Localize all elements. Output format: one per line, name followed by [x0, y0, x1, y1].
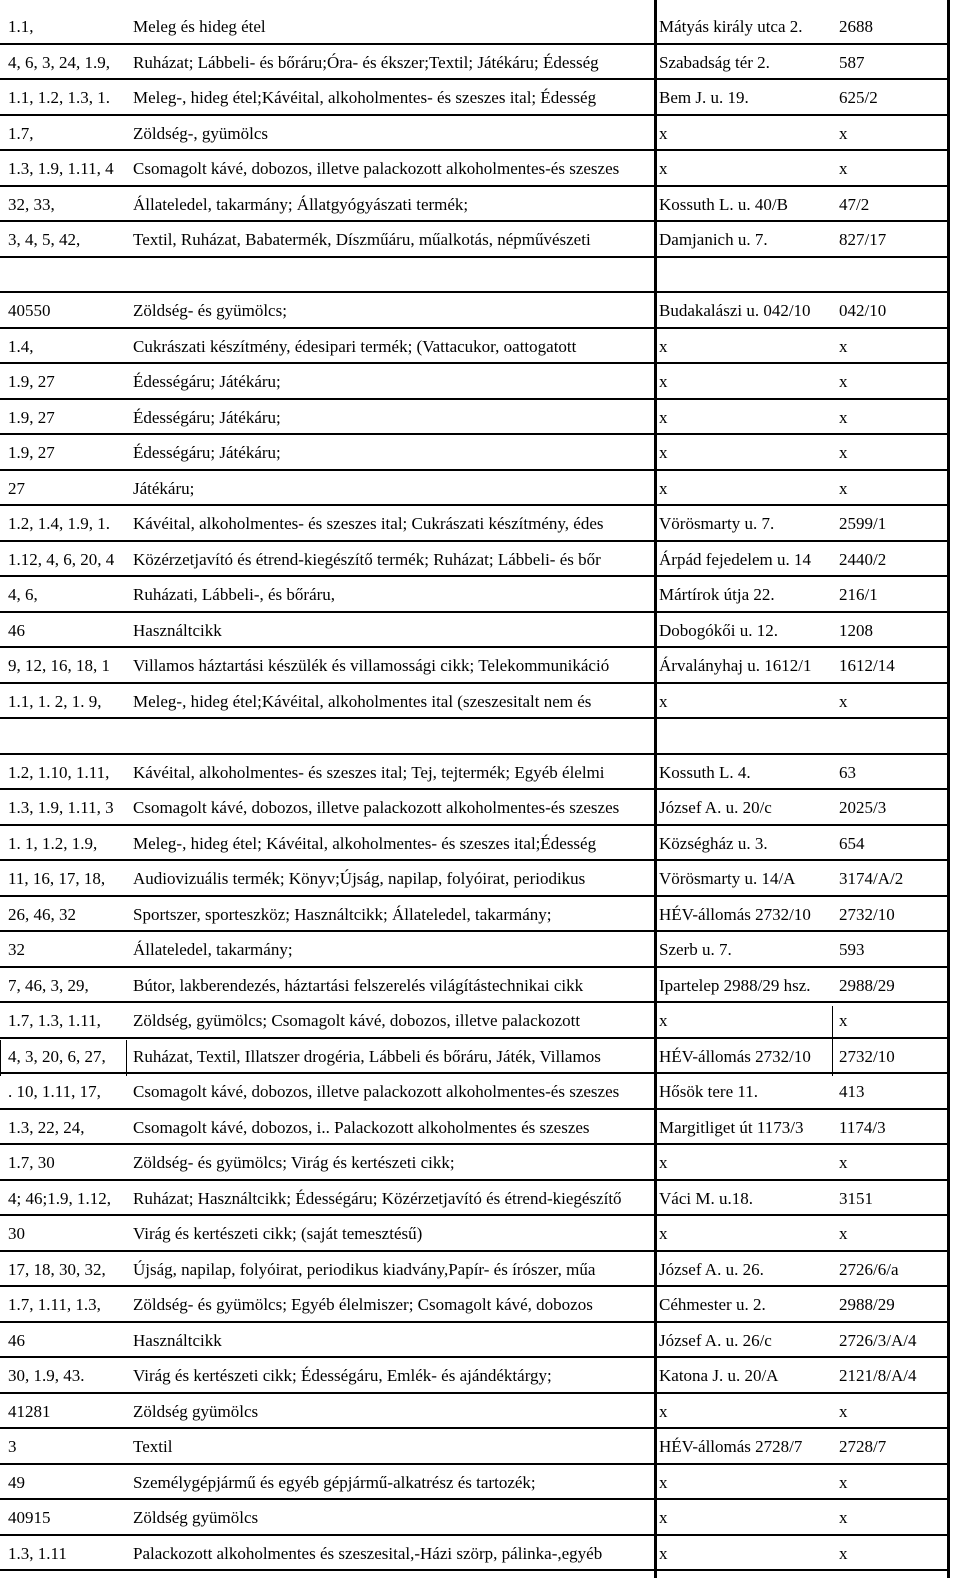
address-cell[interactable]: Vörösmarty u. 14/A	[659, 869, 796, 888]
codes-cell[interactable]: 4, 6, 3, 24, 1.9,	[8, 52, 110, 72]
table-row	[0, 1499, 950, 1535]
address-cell[interactable]: Árpád fejedelem u. 14	[659, 549, 811, 569]
products-cell[interactable]: Villamos háztartási készülék és villamossági cikk; Telekommunikáció	[133, 656, 610, 675]
codes-cell[interactable]: 1.7,	[8, 123, 34, 143]
lot-cell[interactable]: 3151	[839, 1188, 873, 1208]
codes-cell[interactable]: 1.7, 1.11, 1.3,	[8, 1295, 101, 1314]
table-row	[0, 541, 950, 577]
products-cell[interactable]	[125, 718, 655, 754]
products-cell[interactable]: Kávéital, alkoholmentes- és szeszes ital; Cukrászati készítmény, édes	[133, 514, 604, 533]
table-row	[0, 505, 950, 541]
codes-cell[interactable]	[0, 718, 125, 754]
lot-cell[interactable]: 2732/10	[839, 1046, 895, 1066]
lot-cell[interactable]: x	[839, 1153, 848, 1172]
codes-cell[interactable]: 46	[8, 620, 25, 640]
table-row	[0, 1002, 950, 1038]
lot-cell[interactable]: 3174/A/2	[839, 869, 904, 888]
lot-cell[interactable]: 413	[839, 1082, 865, 1101]
address-cell[interactable]: x	[659, 443, 668, 462]
products-cell[interactable]: Csomagolt kávé, dobozos, illetve palackozott alkoholmentes-és szeszes	[133, 798, 620, 817]
lot-cell[interactable]: x	[839, 443, 848, 462]
address-cell[interactable]: József A. u. 20/c	[659, 798, 772, 817]
address-cell[interactable]: x	[659, 407, 668, 427]
table-row	[0, 576, 950, 612]
lot-cell[interactable]: 2599/1	[839, 514, 887, 533]
codes-cell[interactable]: 3	[8, 1437, 17, 1456]
lot-cell[interactable]: 654	[839, 833, 865, 853]
lot-cell[interactable]: x	[839, 372, 848, 391]
table-right-border	[947, 0, 950, 1578]
lot-cell[interactable]: 587	[839, 52, 865, 72]
lot-cell[interactable]: x	[839, 123, 848, 143]
codes-cell[interactable]: 1.1, 1.2, 1.3, 1.	[8, 88, 110, 107]
products-cell[interactable]: Édességáru; Játékáru;	[133, 372, 281, 391]
address-cell[interactable]: Margitliget út 1173/3	[659, 1117, 804, 1137]
address-cell[interactable]: x	[659, 1011, 668, 1030]
address-cell[interactable]: x	[659, 1401, 668, 1421]
products-cell[interactable]: Használtcikk	[133, 620, 222, 640]
address-cell[interactable]: x	[659, 123, 668, 143]
cell-border-fragment	[0, 1040, 1, 1076]
lot-cell[interactable]: 2732/10	[839, 904, 895, 924]
cell-border-fragment	[832, 1006, 833, 1076]
table-row	[0, 434, 950, 470]
address-cell[interactable]: Céhmester u. 2.	[659, 1295, 766, 1314]
codes-cell[interactable]: 46	[8, 1330, 25, 1350]
lot-cell[interactable]: x	[839, 1543, 848, 1563]
lot-cell[interactable]: x	[839, 478, 848, 498]
table-row	[0, 1109, 950, 1145]
lot-cell[interactable]: 2726/6/a	[839, 1259, 899, 1279]
products-cell[interactable]: Zöldség-, gyümölcs	[133, 123, 269, 143]
codes-cell[interactable]: 1.3, 1.9, 1.11, 4	[8, 159, 114, 178]
address-cell[interactable]: Vörösmarty u. 7.	[659, 514, 775, 533]
address-cell[interactable]: József A. u. 26/c	[659, 1330, 772, 1350]
address-cell[interactable]: Hősök tere 11.	[659, 1082, 758, 1101]
products-cell[interactable]	[125, 257, 655, 293]
products-cell[interactable]: Meleg-, hideg étel;Kávéital, alkoholmentes- és szeszes ital; Édesség	[133, 88, 597, 107]
lot-cell[interactable]: 2726/3/A/4	[839, 1330, 917, 1350]
codes-cell[interactable]: 32	[8, 940, 25, 959]
address-cell[interactable]: x	[659, 1472, 668, 1492]
lot-cell[interactable]: x	[839, 336, 848, 356]
products-cell[interactable]: Palackozott alkoholmentes és szeszesital,-Házi szörp, pálinka-,egyéb	[133, 1543, 603, 1563]
table-row	[0, 1322, 950, 1358]
column-divider-address	[654, 0, 657, 1578]
codes-cell[interactable]: 17, 18, 30, 32,	[8, 1259, 106, 1279]
address-cell[interactable]: Árvalányhaj u. 1612/1	[659, 656, 812, 675]
lot-cell[interactable]: 625/2	[839, 88, 878, 107]
address-cell[interactable]	[655, 718, 835, 754]
address-cell[interactable]: Szabadság tér 2.	[659, 52, 770, 72]
codes-cell[interactable]: 32, 33,	[8, 194, 55, 214]
products-cell[interactable]: Zöldség- és gyümölcs;	[133, 301, 287, 320]
products-cell[interactable]: Virág és kertészeti cikk; (saját temesztésű)	[133, 1224, 423, 1243]
products-cell[interactable]: Személygépjármű és egyéb gépjármű-alkatrész és tartozék;	[133, 1472, 536, 1492]
table-row	[0, 292, 950, 328]
address-cell[interactable]: Katona J. u. 20/A	[659, 1366, 779, 1385]
lot-cell[interactable]: 2440/2	[839, 549, 887, 569]
table-row	[0, 115, 950, 151]
codes-cell[interactable]: 40915	[8, 1508, 51, 1527]
products-cell[interactable]: Csomagolt kávé, dobozos, illetve palackozott alkoholmentes-és szeszes	[133, 159, 620, 178]
codes-cell[interactable]: 9, 12, 16, 18, 1	[8, 656, 110, 675]
products-cell[interactable]: Játékáru;	[133, 478, 195, 498]
products-cell[interactable]: Zöldség gyümölcs	[133, 1508, 259, 1527]
products-cell[interactable]: Textil, Ruházat, Babatermék, Díszműáru, műalkotás, népművészeti	[133, 230, 591, 249]
codes-cell[interactable]: 1.4,	[8, 336, 34, 356]
codes-cell[interactable]: 30	[8, 1224, 25, 1243]
address-cell[interactable]: Budakalászi u. 042/10	[659, 301, 811, 320]
products-cell[interactable]: Cukrászati készítmény, édesipari termék; (Vattacukor, oattogatott	[133, 336, 577, 356]
products-cell[interactable]: Zöldség- és gyümölcs; Egyéb élelmiszer; Csomagolt kávé, dobozos	[133, 1295, 593, 1314]
products-cell[interactable]: Zöldség, gyümölcs; Csomagolt kávé, dobozos, illetve palackozott	[133, 1011, 581, 1030]
products-cell[interactable]: Audiovizuális termék; Könyv;Újság, napilap, folyóirat, periodikus	[133, 869, 586, 888]
address-cell[interactable]: Kossuth L. u. 40/B	[659, 194, 788, 214]
lot-cell[interactable]: 2988/29	[839, 1295, 895, 1314]
address-cell[interactable]: HÉV-állomás 2732/10	[659, 1046, 811, 1066]
table-row	[0, 825, 950, 861]
table-row	[0, 44, 950, 80]
products-cell[interactable]: Használtcikk	[133, 1330, 222, 1350]
table-row	[0, 257, 950, 293]
products-cell[interactable]: Csomagolt kávé, dobozos, illetve palackozott alkoholmentes-és szeszes	[133, 1082, 620, 1101]
lot-cell[interactable]: x	[839, 691, 848, 711]
codes-cell[interactable]: 1.9, 27	[8, 372, 55, 391]
codes-cell[interactable]: 30, 1.9, 43.	[8, 1366, 85, 1385]
lot-cell[interactable]: 2988/29	[839, 975, 895, 995]
codes-cell[interactable]: 40550	[8, 301, 51, 320]
table-row	[0, 1073, 950, 1109]
lot-cell[interactable]: 2688	[839, 17, 873, 36]
table-row	[0, 612, 950, 648]
codes-cell[interactable]: 1.3, 22, 24,	[8, 1117, 85, 1137]
codes-cell[interactable]: 1.1, 1. 2, 1. 9,	[8, 691, 102, 711]
lot-cell[interactable]: x	[839, 1224, 848, 1243]
table-row	[0, 1286, 950, 1322]
lot-cell[interactable]: 827/17	[839, 230, 887, 249]
codes-cell[interactable]: 4, 3, 20, 6, 27,	[8, 1046, 106, 1066]
table-row	[0, 718, 950, 754]
table-row	[0, 1428, 950, 1464]
lot-cell[interactable]: 1612/14	[839, 656, 895, 675]
table-row	[0, 647, 950, 683]
codes-cell[interactable]: 1.9, 27	[8, 407, 55, 427]
lot-cell[interactable]: x	[839, 407, 848, 427]
table-row	[0, 1251, 950, 1287]
table-row	[0, 221, 950, 257]
products-cell[interactable]: Virág és kertészeti cikk; Édességáru, Emlék- és ajándéktárgy;	[133, 1366, 552, 1385]
address-cell[interactable]: Mártírok útja 22.	[659, 585, 775, 604]
codes-cell[interactable]: 27	[8, 478, 25, 498]
codes-cell[interactable]: 1.2, 1.4, 1.9, 1.	[8, 514, 110, 533]
products-cell[interactable]: Állateledel, takarmány;	[133, 940, 293, 959]
products-cell[interactable]: Édességáru; Játékáru;	[133, 407, 281, 427]
address-cell[interactable]: x	[659, 691, 668, 711]
address-cell[interactable]: Damjanich u. 7.	[659, 230, 768, 249]
table-row	[0, 1357, 950, 1393]
codes-cell[interactable]: 1.2, 1.10, 1.11,	[8, 762, 110, 782]
table-row	[0, 860, 950, 896]
table-row	[0, 79, 950, 115]
codes-cell[interactable]: 3, 4, 5, 42,	[8, 230, 81, 249]
table-row	[0, 150, 950, 186]
products-cell[interactable]: Ruházat; Használtcikk; Édességáru; Közérzetjavító és étrend-kiegészítő	[133, 1188, 622, 1208]
codes-cell[interactable]: 4, 6,	[8, 585, 38, 604]
products-cell[interactable]: Csomagolt kávé, dobozos, i.. Palackozott alkoholmentes és szeszes	[133, 1117, 590, 1137]
lot-cell[interactable]: 593	[839, 940, 865, 959]
address-cell[interactable]: Mátyás király utca 2.	[659, 17, 803, 36]
address-cell[interactable]: x	[659, 1153, 668, 1172]
products-cell[interactable]: Meleg-, hideg étel; Kávéital, alkoholmentes- és szeszes ital;Édesség	[133, 833, 597, 853]
products-cell[interactable]: Ruházati, Lábbeli-, és bőráru,	[133, 585, 336, 604]
address-cell[interactable]: x	[659, 1543, 668, 1563]
products-cell[interactable]: Ruházat; Lábbeli- és bőráru;Óra- és ékszer;Textil; Játékáru; Édesség	[133, 52, 599, 72]
table-row	[0, 186, 950, 222]
address-cell[interactable]: x	[659, 1224, 668, 1243]
lot-cell[interactable]: 2025/3	[839, 798, 887, 817]
codes-cell[interactable]: 1.12, 4, 6, 20, 4	[8, 549, 115, 569]
address-cell[interactable]: HÉV-állomás 2728/7	[659, 1437, 803, 1456]
products-cell[interactable]: Kávéital, alkoholmentes- és szeszes ital; Tej, tejtermék; Egyéb élelmi	[133, 762, 605, 782]
lot-cell[interactable]: 1174/3	[839, 1117, 886, 1137]
address-cell[interactable]: Kossuth L. 4.	[659, 762, 751, 782]
lot-cell[interactable]: 47/2	[839, 194, 870, 214]
address-cell[interactable]: Ipartelep 2988/29 hsz.	[659, 975, 811, 995]
codes-cell[interactable]: 41281	[8, 1401, 51, 1421]
products-cell[interactable]: Bútor, lakberendezés, háztartási felszerelés világítástechnikai cikk	[133, 975, 584, 995]
table-row	[0, 931, 950, 967]
codes-cell[interactable]: 1.9, 27	[8, 443, 55, 462]
codes-cell[interactable]: 11, 16, 17, 18,	[8, 869, 106, 888]
lot-cell[interactable]	[835, 257, 948, 293]
address-cell[interactable]: x	[659, 336, 668, 356]
codes-cell[interactable]: 1.1,	[8, 17, 34, 36]
products-cell[interactable]: Zöldség gyümölcs	[133, 1401, 259, 1421]
table-row	[0, 683, 950, 719]
table-row	[0, 363, 950, 399]
products-cell[interactable]: Ruházat, Textil, Illatszer drogéria, Lábbeli és bőráru, Játék, Villamos	[133, 1046, 601, 1066]
table-row	[0, 896, 950, 932]
codes-cell[interactable]	[0, 257, 125, 293]
lot-cell[interactable]: x	[839, 1011, 848, 1030]
address-cell[interactable]: Váci M. u.18.	[659, 1188, 753, 1208]
table-row	[0, 1144, 950, 1180]
products-cell[interactable]: Sportszer, sporteszköz; Használtcikk; Állateledel, takarmány;	[133, 904, 552, 924]
address-cell[interactable]: Dobogókői u. 12.	[659, 620, 778, 640]
table-row	[0, 1393, 950, 1429]
codes-cell[interactable]: 1.7, 1.3, 1.11,	[8, 1011, 101, 1030]
codes-cell[interactable]: 26, 46, 32	[8, 904, 76, 924]
lot-cell[interactable]: x	[839, 1472, 848, 1492]
lot-cell[interactable]: 042/10	[839, 301, 887, 320]
products-cell[interactable]: Édességáru; Játékáru;	[133, 443, 281, 462]
address-cell[interactable]: József A. u. 26.	[659, 1259, 764, 1279]
codes-cell[interactable]: 1.7, 30	[8, 1153, 55, 1172]
products-cell[interactable]: Állateledel, takarmány; Állatgyógyászati termék;	[133, 194, 469, 214]
codes-cell[interactable]: 4; 46;1.9, 1.12,	[8, 1188, 111, 1208]
lot-cell[interactable]: x	[839, 1401, 848, 1421]
address-cell[interactable]	[655, 257, 835, 293]
products-cell[interactable]: Meleg-, hideg étel;Kávéital, alkoholmentes ital (szeszesitalt nem és	[133, 691, 592, 711]
products-cell[interactable]: Meleg és hideg étel	[133, 17, 266, 36]
codes-cell[interactable]: 49	[8, 1472, 25, 1492]
table-row	[0, 1535, 950, 1571]
cell-border-fragment	[126, 1040, 127, 1076]
codes-cell[interactable]: 7, 46, 3, 29,	[8, 975, 89, 995]
codes-cell[interactable]: 1.3, 1.11	[8, 1543, 67, 1563]
lot-cell[interactable]: x	[839, 1508, 848, 1527]
codes-cell[interactable]: 1.3, 1.9, 1.11, 3	[8, 798, 114, 817]
products-cell[interactable]: Zöldség- és gyümölcs; Virág és kertészeti cikk;	[133, 1153, 455, 1172]
lot-cell[interactable]: 63	[839, 762, 856, 782]
row-separator	[0, 1569, 950, 1571]
codes-cell[interactable]: 1. 1, 1.2, 1.9,	[8, 833, 98, 853]
address-cell[interactable]: HÉV-állomás 2732/10	[659, 904, 811, 924]
table-row	[0, 1464, 950, 1500]
address-cell[interactable]: x	[659, 478, 668, 498]
table-row	[0, 1215, 950, 1251]
address-cell[interactable]: x	[659, 1508, 668, 1527]
lot-cell[interactable]: 2728/7	[839, 1437, 887, 1456]
lot-cell[interactable]: 216/1	[839, 585, 878, 604]
table-row	[0, 328, 950, 364]
products-cell[interactable]: Közérzetjavító és étrend-kiegészítő termék; Ruházat; Lábbeli- és bőr	[133, 549, 601, 569]
table-row	[0, 399, 950, 435]
table-row	[0, 1180, 950, 1216]
table-row	[0, 470, 950, 506]
address-cell[interactable]: Szerb u. 7.	[659, 940, 732, 959]
products-cell[interactable]: Újság, napilap, folyóirat, periodikus kiadvány,Papír- és írószer, műa	[133, 1259, 596, 1279]
address-cell[interactable]: x	[659, 372, 668, 391]
address-cell[interactable]: x	[659, 159, 668, 178]
table-row	[0, 967, 950, 1003]
lot-cell[interactable]: x	[839, 159, 848, 178]
table-row	[0, 8, 950, 44]
table-row	[0, 754, 950, 790]
products-cell[interactable]: Textil	[133, 1437, 173, 1456]
address-cell[interactable]: Községház u. 3.	[659, 833, 768, 853]
lot-cell[interactable]: 2121/8/A/4	[839, 1366, 917, 1385]
codes-cell[interactable]: . 10, 1.11, 17,	[8, 1082, 101, 1101]
table-row	[0, 789, 950, 825]
table-row	[0, 1038, 950, 1074]
lot-cell[interactable]	[835, 718, 948, 754]
lot-cell[interactable]: 1208	[839, 620, 873, 640]
address-cell[interactable]: Bem J. u. 19.	[659, 88, 749, 107]
